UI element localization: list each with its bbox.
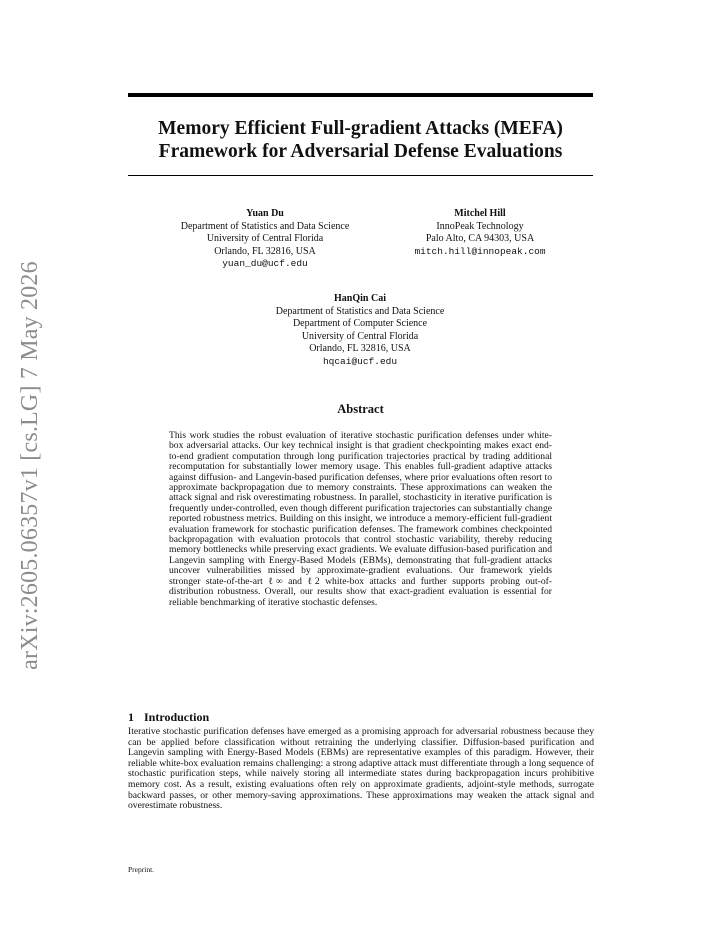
author-name: HanQin Cai [334, 293, 386, 304]
author-email: yuan_du@ucf.edu [222, 258, 308, 269]
section-number: 1 [128, 710, 134, 724]
abstract-heading: Abstract [337, 402, 384, 416]
author-block [160, 208, 370, 271]
author-name: Mitchel Hill [454, 208, 506, 219]
paper-title [128, 117, 593, 163]
section-heading [128, 710, 209, 725]
preprint-footer: Preprint. [128, 865, 155, 874]
author-affiliation: University of Central Florida [301, 330, 419, 342]
paper-title-line-1: Memory Efficient Full-gradient Attacks (MEFA) [158, 118, 563, 139]
author-name: Yuan Du [246, 208, 284, 219]
author-affiliation: Orlando, FL 32816, USA [214, 245, 316, 257]
norm-linf: ℓ∞ [268, 575, 283, 587]
arxiv-identifier [10, 260, 50, 670]
author-affiliation: Department of Computer Science [292, 318, 428, 329]
section-title: Introduction [144, 710, 210, 724]
author-affiliation: InnoPeak Technology [436, 220, 524, 232]
author-affiliation: Orlando, FL 32816, USA [309, 343, 411, 354]
author-block [395, 208, 565, 258]
author-affiliation: Department of Statistics and Data Science [180, 220, 350, 232]
author-affiliation: Palo Alto, CA 94303, USA [425, 233, 535, 244]
title-rule-top [128, 93, 593, 97]
author-block [235, 293, 485, 368]
intro-paragraph: Iterative stochastic purification defenses have emerged as a promising approach for adversarial robustness because they can be applied before classification without retraining the underlying classifier. Diffusion-based purification and Langevin sampling with Energy-Based Models (EBMs) are representative examples of this paradigm. However, their reliable white-box evaluation remains challenging: a strong adaptive attack must differentiate through a long sequence of stochastic purification steps, while naively storing all intermediate states during backpropagation incurs prohibitive memory cost. As a result, existing evaluations often rely on approximate gradients, adjoint-style methods, surrogate backward passes, or other memory-saving approximations. These approximations may weaken the attack signal and overestimate robustness. [128, 726, 594, 812]
abstract-body [169, 431, 552, 608]
title-rule-bottom [128, 175, 593, 176]
abstract-text: This work studies the robust evaluation of iterative stochastic purification defenses under white-box adversarial attacks. Our key technical insight is that gradient checkpointing makes exact end-to-end gradient computation through long purification trajectories practical by trading additional recomputation for substantially lower memory usage. This enables full-gradient adaptive attacks against diffusion- and Langevin-based purification defenses, where prior evaluations often resort to approximate backpropagation due to memory constraints. These approximations can weaken the attack signal and risk overestimating robustness. In parallel, stochasticity in iterative purification is frequently under-controlled, even though different purification trajectories can substantially change reported robustness metrics. Building on this insight, we introduce a memory-efficient full-gradient evaluation framework for stochastic purification defenses. The framework combines checkpointed backpropagation with evaluation protocols that control stochastic variability, thereby reducing memory bottlenecks while preserving exact gradients. We evaluate diffusion-based purification and Langevin sampling with Energy-Based Models (EBMs), demonstrating that full-gradient attacks uncover vulnerabilities missed by approximate-gradient evaluations. Our framework yields stronger state-of-the-art [169, 430, 552, 587]
abstract-text: white-box attacks and further supports probing out-of-distribution robustness. Overall, our results show that exact-gradient evaluation is essential for reliable benchmarking of iterative stochastic defenses. [169, 575, 553, 608]
author-affiliation: University of Central Florida [206, 233, 324, 244]
author-affiliation: Department of Statistics and Data Science [275, 305, 445, 317]
arxiv-identifier-text: arXiv:2605.06357v1 [cs.LG] 7 May 2026 [16, 260, 43, 670]
author-email: mitch.hill@innopeak.com [414, 245, 546, 257]
abstract-text: and [282, 575, 308, 587]
norm-l2: ℓ2 [307, 575, 320, 587]
paper-title-line-2: Framework for Adversarial Defense Evaluations [158, 141, 563, 162]
author-email: hqcai@ucf.edu [322, 355, 398, 367]
